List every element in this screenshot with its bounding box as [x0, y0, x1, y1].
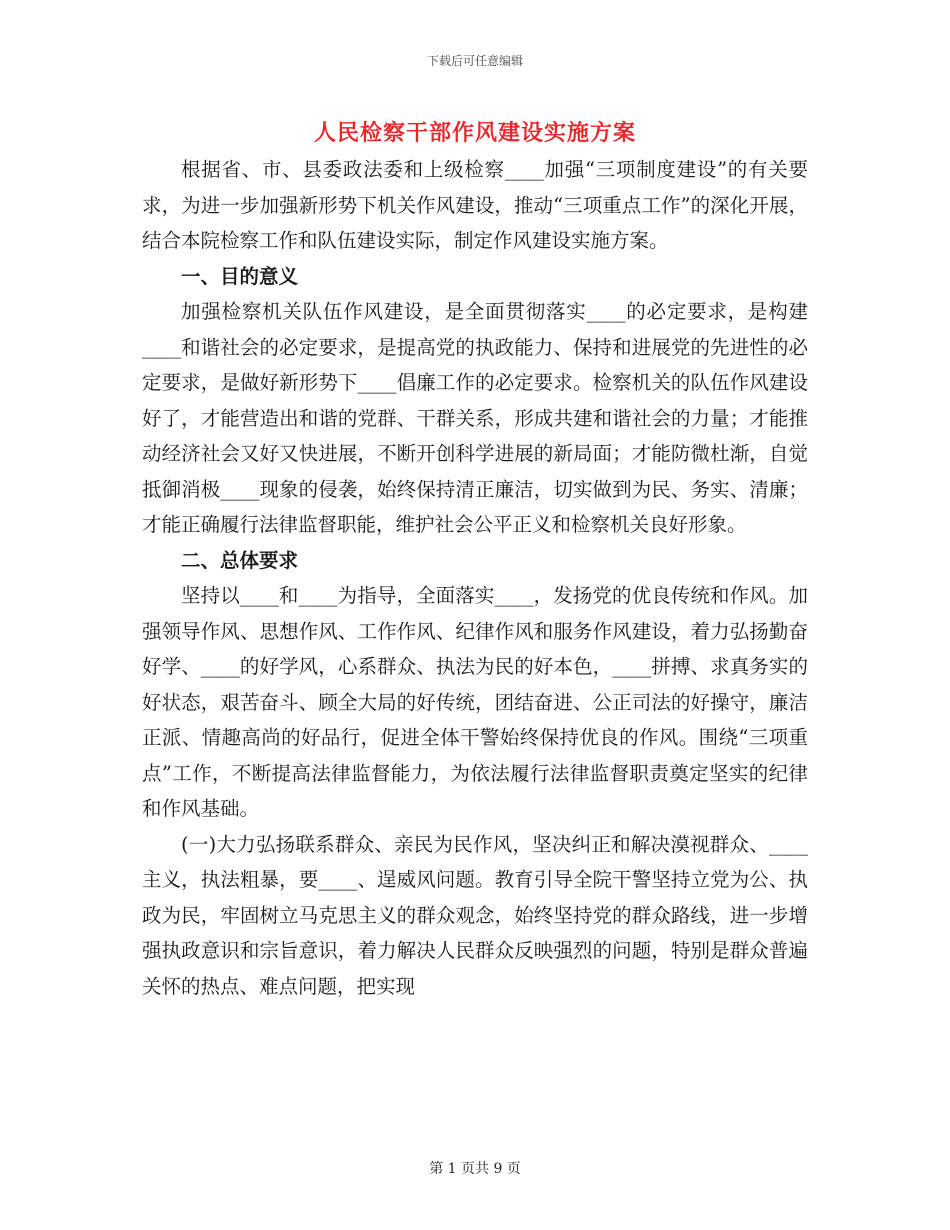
section-2-heading: 二、总体要求	[181, 548, 299, 572]
page-header-note: 下载后可任意编辑	[426, 54, 523, 68]
section-2-paragraph: 坚持以____和____为指导，全面落实____，发扬党的优良传统和作风。加强领导作风、思想作风、工作作风、纪律作风和服务作风建设，着力弘扬勤奋好学、____的好学风，心系群众、执法为民的好本色，____拼搏、求真务实的好状态，艰苦奋斗、顾全大局的好传统，团结奋进、公正司法的好操守，廉洁正派、情趣高尚的好品行，促进全体干警始终保持优良的作风。围绕“三项重点”工作，不断提高法律监督能力，为依法履行法律监督职责奠定坚实的纪律和作风基础。	[142, 584, 808, 820]
section-1-paragraph: 加强检察机关队伍作风建设，是全面贯彻落实____的必定要求，是构建____和谐社会的必定要求，是提高党的执政能力、保持和进展党的先进性的必定要求，是做好新形势下____倡廉工作的必定要求。检察机关的队伍作风建设好了，才能营造出和谐的党群、干群关系，形成共建和谐社会的力量；才能推动经济社会又好又快进展，不断开创科学进展的新局面；才能防微杜渐，自觉抵御消极____现象的侵袭，始终保持清正廉洁，切实做到为民、务实、清廉；才能正确履行法律监督职能，维护社会公平正义和检察机关良好形象。	[142, 300, 808, 536]
intro-paragraph: 根据省、市、县委政法委和上级检察____加强“三项制度建设”的有关要求，为进一步加强新形势下机关作风建设，推动“三项重点工作”的深化开展，结合本院检察工作和队伍建设实际，制定作风建设实施方案。	[142, 158, 808, 252]
section-1-heading: 一、目的意义	[181, 264, 299, 288]
section-2-item-1-paragraph: (一)大力弘扬联系群众、亲民为民作风，坚决纠正和解决漠视群众、____主义，执法粗暴，要____、逞威风问题。教育引导全院干警坚持立党为公、执政为民，牢固树立马克思主义的群众观念，始终坚持党的群众路线，进一步增强执政意识和宗旨意识，着力解决人民群众反映强烈的问题，特别是群众普遍关怀的热点、难点问题，把实现	[142, 832, 808, 998]
page-number: 第 1 页共 9 页	[429, 1161, 521, 1177]
document-title: 人民检察干部作风建设实施方案	[313, 120, 636, 146]
document-body	[142, 152, 808, 1004]
